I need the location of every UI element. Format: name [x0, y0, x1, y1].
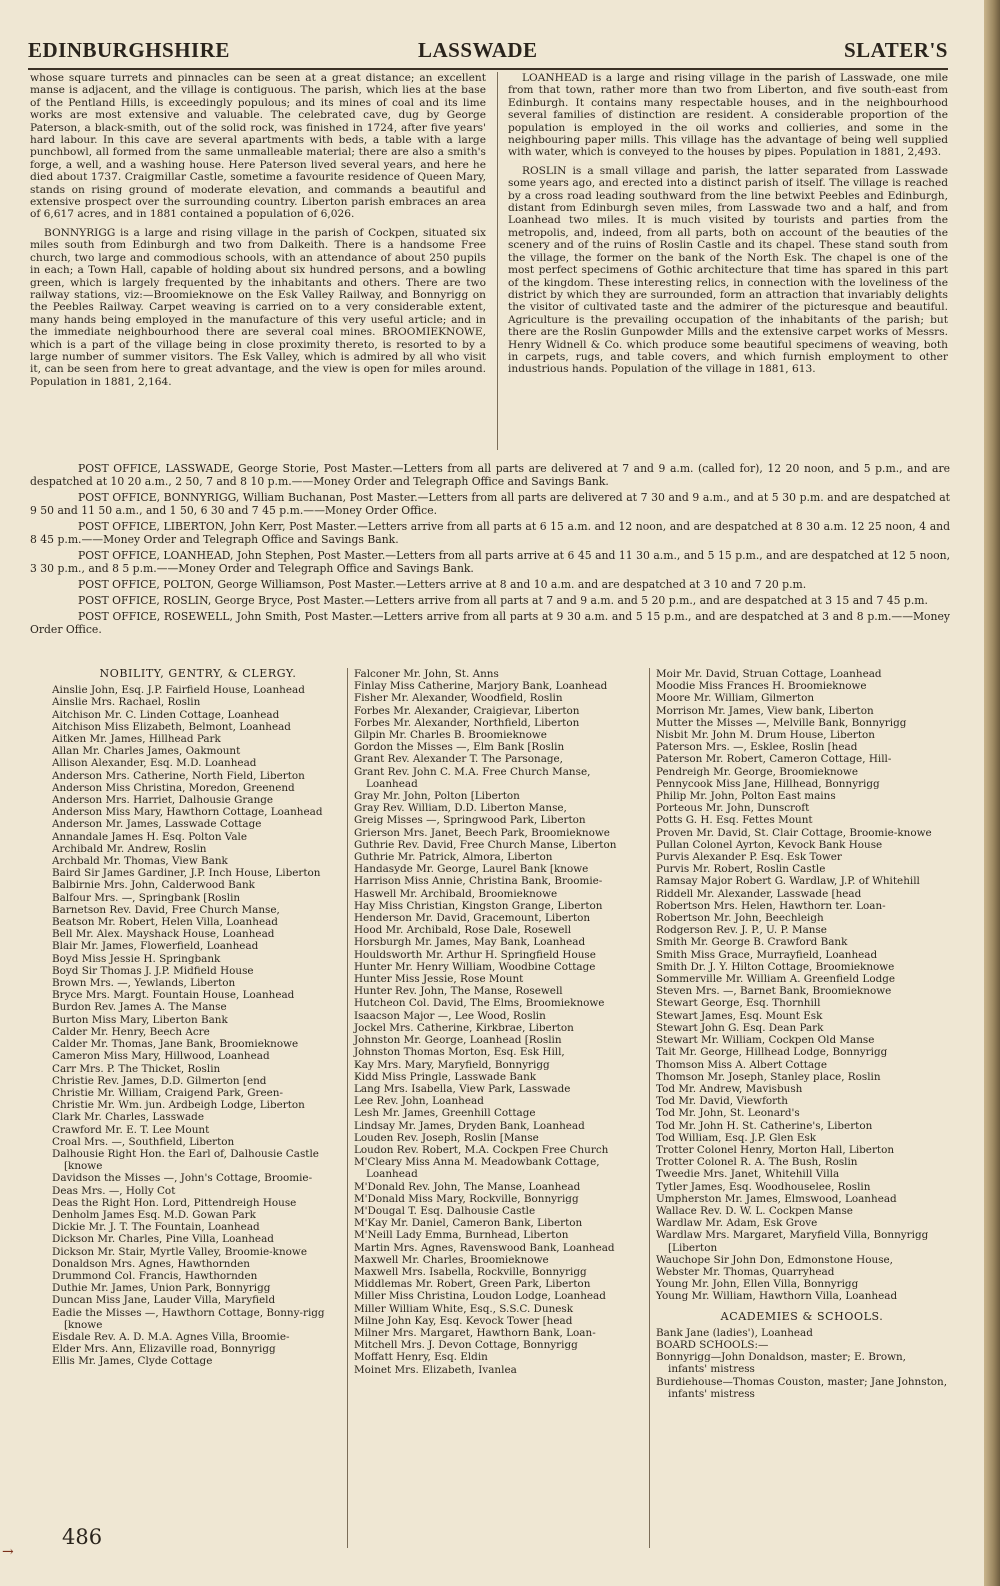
academies-title: ACADEMIES & SCHOOLS.: [720, 1309, 884, 1323]
directory-entry: Maxwell Mr. Charles, Broomieknowe: [354, 1253, 549, 1266]
directory-entry: Young Mr. William, Hawthorn Villa, Loanhead: [656, 1290, 898, 1303]
publisher-heading: SLATER'S: [844, 38, 948, 62]
directory-entry: Ainslie John, Esq. J.P. Fairfield House, Loanhead: [52, 684, 305, 697]
directory-entry: Porteous Mr. John, Dunscroft: [656, 802, 810, 815]
directory-entry: Archibald Mr. Andrew, Roslin: [52, 842, 207, 855]
page-number: 486: [62, 1525, 103, 1549]
directory-entry: Louden Rev. Joseph, Roslin [Manse: [354, 1131, 539, 1144]
directory-entry: Forbes Mr. Alexander, Craigievar, Liberton: [354, 704, 580, 717]
directory-entry: Dickson Mr. Charles, Pine Villa, Loanhead: [52, 1233, 274, 1246]
directory-entry: Lee Rev. John, Loanhead: [354, 1095, 484, 1108]
directory-entry: Christie Mr. Wm. jun. Ardbeigh Lodge, Liberton: [52, 1099, 305, 1112]
directory-entry: Burton Miss Mary, Liberton Bank: [52, 1013, 228, 1026]
directory-entry: Lang Mrs. Isabella, View Park, Lasswade: [354, 1082, 571, 1095]
directory-entry: Beatson Mr. Robert, Helen Villa, Loanhead: [52, 916, 278, 929]
directory-entry: Cameron Miss Mary, Hillwood, Loanhead: [52, 1050, 270, 1063]
directory-entry: Guthrie Mr. Patrick, Almora, Liberton: [354, 851, 553, 864]
directory-entry: Carr Mrs. P. The Thicket, Roslin: [52, 1062, 221, 1075]
directory-entry: Anderson Mrs. Harriet, Dalhousie Grange: [52, 794, 274, 807]
directory-entry: Dickson Mr. Stair, Myrtle Valley, Broomie-knowe: [52, 1245, 307, 1258]
directory-entry: Stewart Mr. William, Cockpen Old Manse: [656, 1034, 875, 1047]
directory-entry: Martin Mrs. Agnes, Ravenswood Bank, Loanhead: [354, 1241, 615, 1254]
directory-entry: Wardlaw Mr. Adam, Esk Grove: [656, 1217, 818, 1230]
section-title: NOBILITY, GENTRY, & CLERGY.: [99, 667, 297, 680]
directory-entry: Tod Mr. John, St. Leonard's: [656, 1107, 800, 1120]
directory-entry: Purvis Alexander P. Esq. Esk Tower: [656, 851, 842, 864]
directory-entry: Miller William White, Esq., S.S.C. Dunesk: [354, 1302, 574, 1315]
directory-entry: Loudon Rev. Robert, M.A. Cockpen Free Church: [354, 1143, 609, 1156]
directory-entry: Anderson Mr. James, Lasswade Cottage: [52, 818, 262, 831]
directory-entry: Pullan Colonel Ayrton, Kevock Bank House: [656, 838, 883, 851]
directory-entry: Lesh Mr. James, Greenhill Cottage: [354, 1107, 536, 1120]
directory-entry: Moffatt Henry, Esq. Eldin: [354, 1351, 488, 1364]
directory-entry: Thomson Mr. Joseph, Stanley place, Roslin: [656, 1070, 881, 1083]
directory-entry: Stewart John G. Esq. Dean Park: [656, 1021, 824, 1034]
header-rule: [28, 68, 948, 70]
directory-entry: Paterson Mrs. —, Esklee, Roslin [head: [656, 741, 858, 754]
directory-entry: Archbald Mr. Thomas, View Bank: [52, 855, 228, 868]
directory-entry: Wauchope Sir John Don, Edmonstone House,: [656, 1253, 893, 1266]
prose-paragraph: BONNYRIGG is a large and rising village in the parish of Cockpen, situated six miles south from Edinburgh and two from Dalkeith. There is a handsome Free church, two large and commodious schools, with an attendance of about 250 pupils in each; a Town Hall, capable of holding about six hundred persons, and a bowling green, which is largely frequented by the inhabitants and others. There are two railway stations, viz:—Broomieknowe on the Esk Valley Railway, and Bonnyrigg on the Peebles Railway. Carpet weaving is carried on to a very considerable extent, many hands being employed in the manufacture of this very useful article; and in the immediate neighbourhood there are several coal mines. BROOMIEKNOWE, which is a part of the village being in close proximity thereto, is resorted to by a large number of summer visitors. The Esk Valley, which is admired by all who visit it, can be seen from here to great advantage, and the view is open for miles around. Population in 1881, 2,164.: [30, 226, 486, 388]
directory-entry: Hay Miss Christian, Kingston Grange, Liberton: [354, 899, 603, 912]
book-spine-edge: [984, 0, 1000, 1586]
directory-entry: Calder Mr. Thomas, Jane Bank, Broomieknowe: [52, 1038, 299, 1051]
directory-entry: Ramsay Major Robert G. Wardlaw, J.P. of Whitehill: [656, 875, 920, 888]
directory-entry: Gilpin Mr. Charles B. Broomieknowe: [354, 729, 547, 742]
directory-entry: Kay Mrs. Mary, Maryfield, Bonnyrigg: [354, 1058, 550, 1071]
directory-entry: Forbes Mr. Alexander, Northfield, Liberton: [354, 716, 580, 729]
directory-entry: Tait Mr. George, Hillhead Lodge, Bonnyrigg: [656, 1046, 888, 1059]
directory-entry: Croal Mrs. —, Southfield, Liberton: [52, 1135, 235, 1148]
town-heading: LASSWADE: [418, 38, 538, 62]
prose-left-column: [30, 72, 486, 394]
directory-entry: Kidd Miss Pringle, Lasswade Bank: [354, 1070, 537, 1083]
directory-entry: Pennycook Miss Jane, Hillhead, Bonnyrigg: [656, 777, 880, 790]
directory-entry: Moinet Mrs. Elizabeth, Ivanlea: [354, 1363, 517, 1376]
directory-entry: M'Neill Lady Emma, Burnhead, Liberton: [354, 1229, 569, 1242]
prose-paragraph: LOANHEAD is a large and rising village in the parish of Lasswade, one mile from that town, rather more than two from Liberton, and five south-east from Edinburgh. It contains many respectable houses, and in the neighbourhood several families of distinction are resident. A considerable proportion of the population is employed in the oil works and collieries, and some in the neighbouring paper mills. This village has the advantage of being well supplied with water, which is conveyed to the houses by pipes. Population in 1881, 2,493.: [508, 72, 948, 159]
directory-entry: Hood Mr. Archibald, Rose Dale, Rosewell: [354, 924, 572, 937]
directory-entry: Calder Mr. Henry, Beech Acre: [52, 1025, 210, 1038]
directory-entry: Duncan Miss Jane, Lauder Villa, Maryfield: [52, 1294, 276, 1307]
directory-entry: Anderson Miss Christina, Moredon, Greenend: [52, 781, 295, 794]
directory-entry: Smith Miss Grace, Murrayfield, Loanhead: [656, 948, 878, 961]
post-office-entry: POST OFFICE, BONNYRIGG, William Buchanan, Post Master.—Letters from all parts are delivered at 7 30 and 9 a.m., and at 5 30 p.m. and are despatched at 9 50 and 11 50 a.m., and 1 50, 6 30 and 7 45 p.m.——Money Order Office.: [30, 491, 950, 517]
directory-entry: Philip Mr. John, Polton East mains: [656, 790, 836, 803]
directory-entry: Deas Mrs. —, Holly Cot: [52, 1184, 176, 1197]
directory-entry: Tod William, Esq. J.P. Glen Esk: [656, 1131, 817, 1144]
post-office-listings: [30, 462, 950, 639]
directory-entry: Ainslie Mrs. Rachael, Roslin: [52, 696, 201, 709]
directory-entry: Tod Mr. David, Viewforth: [656, 1095, 789, 1108]
directory-entry: Umpherston Mr. James, Elmswood, Loanhead: [656, 1192, 897, 1205]
directory-entry: Nisbit Mr. John M. Drum House, Liberton: [656, 729, 875, 742]
directory-entry: Eisdale Rev. A. D. M.A. Agnes Villa, Broomie-: [52, 1330, 290, 1343]
directory-column-3: [656, 668, 948, 1400]
directory-entry: Jockel Mrs. Catherine, Kirkbrae, Liberton: [354, 1021, 574, 1034]
directory-entry: Aitchison Miss Elizabeth, Belmont, Loanhead: [52, 720, 291, 733]
directory-entry: Bryce Mrs. Margt. Fountain House, Loanhead: [52, 989, 295, 1002]
directory-entry: Tod Mr. Andrew, Mavisbush: [656, 1082, 803, 1095]
directory-entry: Mutter the Misses —, Melville Bank, Bonnyrigg: [656, 716, 907, 729]
directory-entry: Dickie Mr. J. T. The Fountain, Loanhead: [52, 1221, 260, 1234]
directory-entry: Bell Mr. Alex. Mayshack House, Loanhead: [52, 928, 275, 941]
directory-entry: Henderson Mr. David, Gracemount, Liberton: [354, 912, 591, 925]
directory-entry: Brown Mrs. —, Yewlands, Liberton: [52, 977, 236, 990]
county-heading: EDINBURGHSHIRE: [28, 38, 230, 62]
directory-entry: Tod Mr. John H. St. Catherine's, Liberton: [656, 1119, 873, 1132]
directory-entry: Guthrie Rev. David, Free Church Manse, Liberton: [354, 838, 617, 851]
directory-entry: Thomson Miss A. Albert Cottage: [656, 1058, 827, 1071]
directory-entry: Wallace Rev. D. W. L. Cockpen Manse: [656, 1204, 853, 1217]
directory-entry: Allison Alexander, Esq. M.D. Loanhead: [52, 757, 257, 770]
directory-entry: Barnetson Rev. David, Free Church Manse,: [52, 903, 280, 916]
directory-entry: Clark Mr. Charles, Lasswade: [52, 1111, 204, 1124]
directory-entry: Finlay Miss Catherine, Marjory Bank, Loanhead: [354, 680, 608, 693]
school-entry: Burdiehouse—Thomas Couston, master; Jane Johnston, infants' mistress: [656, 1375, 947, 1400]
school-entry: BOARD SCHOOLS:—: [656, 1338, 769, 1351]
directory-entry: Tweedie Mrs. Janet, Whitehill Villa: [656, 1168, 840, 1181]
directory-entry: Donaldson Mrs. Agnes, Hawthornden: [52, 1257, 250, 1270]
prose-paragraph: ROSLIN is a small village and parish, the latter separated from Lasswade some years ago, and erected into a distinct parish of itself. The village is reached by a cross road leading southward from the line betwixt Peebles and Edinburgh, distant from Edinburgh seven miles, from Lasswade two and a half, and from Loanhead two miles. It is much visited by tourists and parties from the metropolis, and, indeed, from all parts, both on account of the beauties of the scenery and of the ruins of Roslin Castle and its chapel. These stand south from the village, the former on the bank of the North Esk. The chapel is one of the most perfect specimens of Gothic architecture that time has spared in this part of the kingdom. These interesting relics, in connection with the loveliness of the district by which they are surrounded, form an attraction that invariably delights the visitor of cultivated taste and the admirer of the picturesque and beautiful. Agriculture is the prevailing occupation of the inhabitants of the parish; but there are the Roslin Gunpowder Mills and the extensive carpet works of Messrs. Henry Widnell & Co. which produce some beautiful specimens of weaving, both in carpets, rugs, and table covers, and which furnish employment to other industrious hands. Population of the village in 1881, 613.: [508, 164, 948, 376]
directory-entry: Haswell Mr. Archibald, Broomieknowe: [354, 887, 558, 900]
directory-entry: Moodie Miss Frances H. Broomieknowe: [656, 680, 867, 693]
directory-entry: Moore Mr. William, Gilmerton: [656, 692, 815, 705]
directory-entry: Balfour Mrs. —, Springbank [Roslin: [52, 891, 241, 904]
directory-entry: Fisher Mr. Alexander, Woodfield, Roslin: [354, 692, 563, 705]
directory-entry: Gordon the Misses —, Elm Bank [Roslin: [354, 741, 565, 754]
directory-entry: Gray Rev. William, D.D. Liberton Manse,: [354, 802, 567, 815]
directory-entry: Johnston Thomas Morton, Esq. Esk Hill,: [354, 1046, 565, 1059]
directory-entry: Trotter Colonel R. A. The Bush, Roslin: [656, 1156, 858, 1169]
directory-entry: Christie Rev. James, D.D. Gilmerton [end: [52, 1074, 267, 1087]
directory-entry: Tytler James, Esq. Woodhouselee, Roslin: [656, 1180, 871, 1193]
directory-entry: Houldsworth Mr. Arthur H. Springfield House: [354, 948, 596, 961]
directory-entry: Milner Mrs. Margaret, Hawthorn Bank, Loan-: [354, 1326, 596, 1339]
directory-entry: Denholm James Esq. M.D. Gowan Park: [52, 1208, 256, 1221]
directory-entry: Pendreigh Mr. George, Broomieknowe: [656, 765, 858, 778]
directory-entry: Robertson Mr. John, Beechleigh: [656, 912, 824, 925]
prose-paragraph: whose square turrets and pinnacles can be seen at a great distance; an excellent manse is adjacent, and the village is contiguous. The parish, which lies at the base of the Pentland Hills, is exceedingly populous; and its mines of coal and its lime works are most extensive and valuable. The celebrated cave, dug by George Paterson, a black-smith, out of the solid rock, was finished in 1724, after five years' hard labour. In this cave are several apartments with beds, a table with a large punchbowl, all formed from the same unmalleable material; there are also a smith's forge, a well, and a washing house. Here Paterson lived several years, and here he died about 1737. Craigmillar Castle, sometime a favourite residence of Queen Mary, stands on rising ground of moderate elevation, and commands a beautiful and extensive prospect over the surrounding country. Liberton parish embraces an area of 6,617 acres, and in 1881 contained a population of 6,026.: [30, 72, 486, 221]
directory-entry: Miller Miss Christina, Loudon Lodge, Loanhead: [354, 1290, 606, 1303]
directory-entry: Boyd Sir Thomas J. J.P. Midfield House: [52, 964, 254, 977]
directory-entry: Mitchell Mrs. J. Devon Cottage, Bonnyrigg: [354, 1339, 578, 1352]
directory-entry: M'Kay Mr. Daniel, Cameron Bank, Liberton: [354, 1217, 583, 1230]
directory-entry: Purvis Mr. Robert, Roslin Castle: [656, 863, 826, 876]
directory-entry: Burdon Rev. James A. The Manse: [52, 1001, 227, 1014]
directory-entry: Deas the Right Hon. Lord, Pittendreigh House: [52, 1196, 297, 1209]
directory-entry: Wardlaw Mrs. Margaret, Maryfield Villa, Bonnyrigg [Liberton: [656, 1229, 929, 1254]
directory-entry: Smith Mr. George B. Crawford Bank: [656, 936, 848, 949]
directory-entry: Grierson Mrs. Janet, Beech Park, Broomieknowe: [354, 826, 610, 839]
directory-entry: Hunter Miss Jessie, Rose Mount: [354, 973, 524, 986]
margin-mark: →: [2, 1544, 14, 1560]
directory-column-1: [52, 668, 344, 1368]
directory-entry: Baird Sir James Gardiner, J.P. Inch House, Liberton: [52, 867, 321, 880]
directory-entry: Allan Mr. Charles James, Oakmount: [52, 745, 241, 758]
directory-entry: Grant Rev. Alexander T. The Parsonage,: [354, 753, 563, 766]
directory-entry: Isaacson Major —, Lee Wood, Roslin: [354, 1009, 546, 1022]
running-head: [28, 38, 948, 66]
directory-entry: Hunter Rev. John, The Manse, Rosewell: [354, 985, 563, 998]
column-divider: [497, 72, 498, 450]
directory-entry: Trotter Colonel Henry, Morton Hall, Liberton: [656, 1143, 895, 1156]
directory-entry: Balbirnie Mrs. John, Calderwood Bank: [52, 879, 255, 892]
directory-entry: Ellis Mr. James, Clyde Cottage: [52, 1355, 213, 1368]
directory-entry: Elder Mrs. Ann, Elizaville road, Bonnyrigg: [52, 1343, 276, 1356]
directory-entry: Moir Mr. David, Struan Cottage, Loanhead: [656, 668, 882, 680]
directory-entry: Crawford Mr. E. T. Lee Mount: [52, 1123, 210, 1136]
directory-entry: Anderson Mrs. Catherine, North Field, Liberton: [52, 769, 305, 782]
directory-entry: Anderson Miss Mary, Hawthorn Cottage, Loanhead: [52, 806, 323, 819]
school-entry: Bank Jane (ladies'), Loanhead: [656, 1326, 813, 1339]
directory-entry: Falconer Mr. John, St. Anns: [354, 668, 499, 680]
directory-entry: Stewart James, Esq. Mount Esk: [656, 1009, 823, 1022]
column-divider: [649, 668, 650, 1548]
directory-entry: Milne John Kay, Esq. Kevock Tower [head: [354, 1314, 573, 1327]
post-office-entry: POST OFFICE, ROSEWELL, John Smith, Post Master.—Letters arrive from all parts at 9 30 a.m. and 5 15 p.m., and are despatched at 3 and 8 p.m.——Money Order Office.: [30, 610, 950, 636]
directory-entry: Rodgerson Rev. J. P., U. P. Manse: [656, 924, 827, 937]
directory-entry: Duthie Mr. James, Union Park, Bonnyrigg: [52, 1282, 271, 1295]
directory-entry: Davidson the Misses —, John's Cottage, Broomie-: [52, 1172, 313, 1185]
column-divider: [347, 668, 348, 1548]
directory-entry: M'Donald Miss Mary, Rockville, Bonnyrigg: [354, 1192, 579, 1205]
directory-entry: M'Cleary Miss Anna M. Meadowbank Cottage, Loanhead: [354, 1156, 600, 1181]
directory-entry: Dalhousie Right Hon. the Earl of, Dalhousie Castle [knowe: [52, 1147, 319, 1173]
directory-entry: Handasyde Mr. George, Laurel Bank [knowe: [354, 863, 589, 876]
directory-entry: Gray Mr. John, Polton [Liberton: [354, 790, 520, 803]
directory-entry: Stewart George, Esq. Thornhill: [656, 997, 821, 1010]
directory-entry: M'Dougal T. Esq. Dalhousie Castle: [354, 1204, 536, 1217]
directory-entry: Riddell Mr. Alexander, Lasswade [head: [656, 887, 862, 900]
directory-entry: Steven Mrs. —, Barnet Bank, Broomieknowe: [656, 985, 892, 998]
directory-entry: Young Mr. John, Ellen Villa, Bonnyrigg: [656, 1278, 859, 1291]
directory-entry: Smith Dr. J. Y. Hilton Cottage, Broomieknowe: [656, 960, 895, 973]
directory-entry: Drummond Col. Francis, Hawthornden: [52, 1269, 258, 1282]
directory-entry: Robertson Mrs. Helen, Hawthorn ter. Loan-: [656, 899, 886, 912]
post-office-entry: POST OFFICE, ROSLIN, George Bryce, Post Master.—Letters arrive from all parts at 7 and 9 a.m. and 5 20 p.m., and are despatched at 3 15 and 7 45 p.m.: [78, 594, 928, 607]
directory-entry: Proven Mr. David, St. Clair Cottage, Broomie-knowe: [656, 826, 932, 839]
directory-column-2: [354, 668, 644, 1376]
directory-entry: Paterson Mr. Robert, Cameron Cottage, Hill-: [656, 753, 892, 766]
post-office-entry: POST OFFICE, POLTON, George Williamson, Post Master.—Letters arrive at 8 and 10 a.m. and are despatched at 3 10 and 7 20 p.m.: [78, 578, 807, 591]
directory-entry: Horsburgh Mr. James, May Bank, Loanhead: [354, 936, 586, 949]
directory-entry: Greig Misses —, Springwood Park, Liberton: [354, 814, 586, 827]
directory-entry: Morrison Mr. James, View bank, Liberton: [656, 704, 874, 717]
directory-entry: M'Donald Rev. John, The Manse, Loanhead: [354, 1180, 581, 1193]
directory-entry: Maxwell Mrs. Isabella, Rockville, Bonnyrigg: [354, 1265, 587, 1278]
directory-entry: Boyd Miss Jessie H. Springbank: [52, 952, 221, 965]
directory-entry: Aitchison Mr. C. Linden Cottage, Loanhead: [52, 708, 280, 721]
directory-entry: Webster Mr. Thomas, Quarryhead: [656, 1265, 835, 1278]
prose-right-column: [508, 72, 948, 382]
post-office-entry: POST OFFICE, LASSWADE, George Storie, Post Master.—Letters from all parts are delivered at 7 and 9 a.m. (called for), 12 20 noon, and 5 p.m., and are despatched at 10 20 a.m., 2 50, 7 and 8 10 p.m.——Money Order and Telegraph Office and Savings Bank.: [30, 462, 950, 488]
directory-entry: Potts G. H. Esq. Fettes Mount: [656, 814, 813, 827]
directory-entry: Annandale James H. Esq. Polton Vale: [52, 830, 248, 843]
directory-entry: Harrison Miss Annie, Christina Bank, Broomie-: [354, 875, 603, 888]
directory-entry: Johnston Mr. George, Loanhead [Roslin: [354, 1034, 562, 1047]
directory-entry: Aitken Mr. James, Hillhead Park: [52, 733, 221, 746]
directory-entry: Middlemas Mr. Robert, Green Park, Liberton: [354, 1278, 591, 1291]
directory-entry: Blair Mr. James, Flowerfield, Loanhead: [52, 940, 259, 953]
directory-entry: Hunter Mr. Henry William, Woodbine Cottage: [354, 960, 596, 973]
post-office-entry: POST OFFICE, LOANHEAD, John Stephen, Post Master.—Letters from all parts arrive at 6 45 and 11 30 a.m., and 5 15 p.m., and are despatched at 12 5 noon, 3 30 p.m., and 8 5 p.m.——Money Order and Telegraph Office and Savings Bank.: [30, 549, 950, 575]
directory-entry: Christie Mr. William, Craigend Park, Green-: [52, 1086, 283, 1099]
post-office-entry: POST OFFICE, LIBERTON, John Kerr, Post Master.—Letters arrive from all parts at 6 15 a.m. and 12 noon, and are despatched at 8 30 a.m. 12 25 noon, 4 and 8 45 p.m.——Money Order and Telegraph Office and Savings Bank.: [30, 520, 950, 546]
directory-entry: Grant Rev. John C. M.A. Free Church Manse, Loanhead: [354, 765, 591, 790]
directory-entry: Eadie the Misses —, Hawthorn Cottage, Bonny-rigg [knowe: [52, 1306, 325, 1331]
directory-entry: Sommerville Mr. William A. Greenfield Lodge: [656, 973, 896, 986]
directory-entry: Lindsay Mr. James, Dryden Bank, Loanhead: [354, 1119, 585, 1132]
directory-entry: Hutcheon Col. David, The Elms, Broomieknowe: [354, 997, 605, 1010]
school-entry: Bonnyrigg—John Donaldson, master; E. Brown, infants' mistress: [656, 1351, 906, 1376]
